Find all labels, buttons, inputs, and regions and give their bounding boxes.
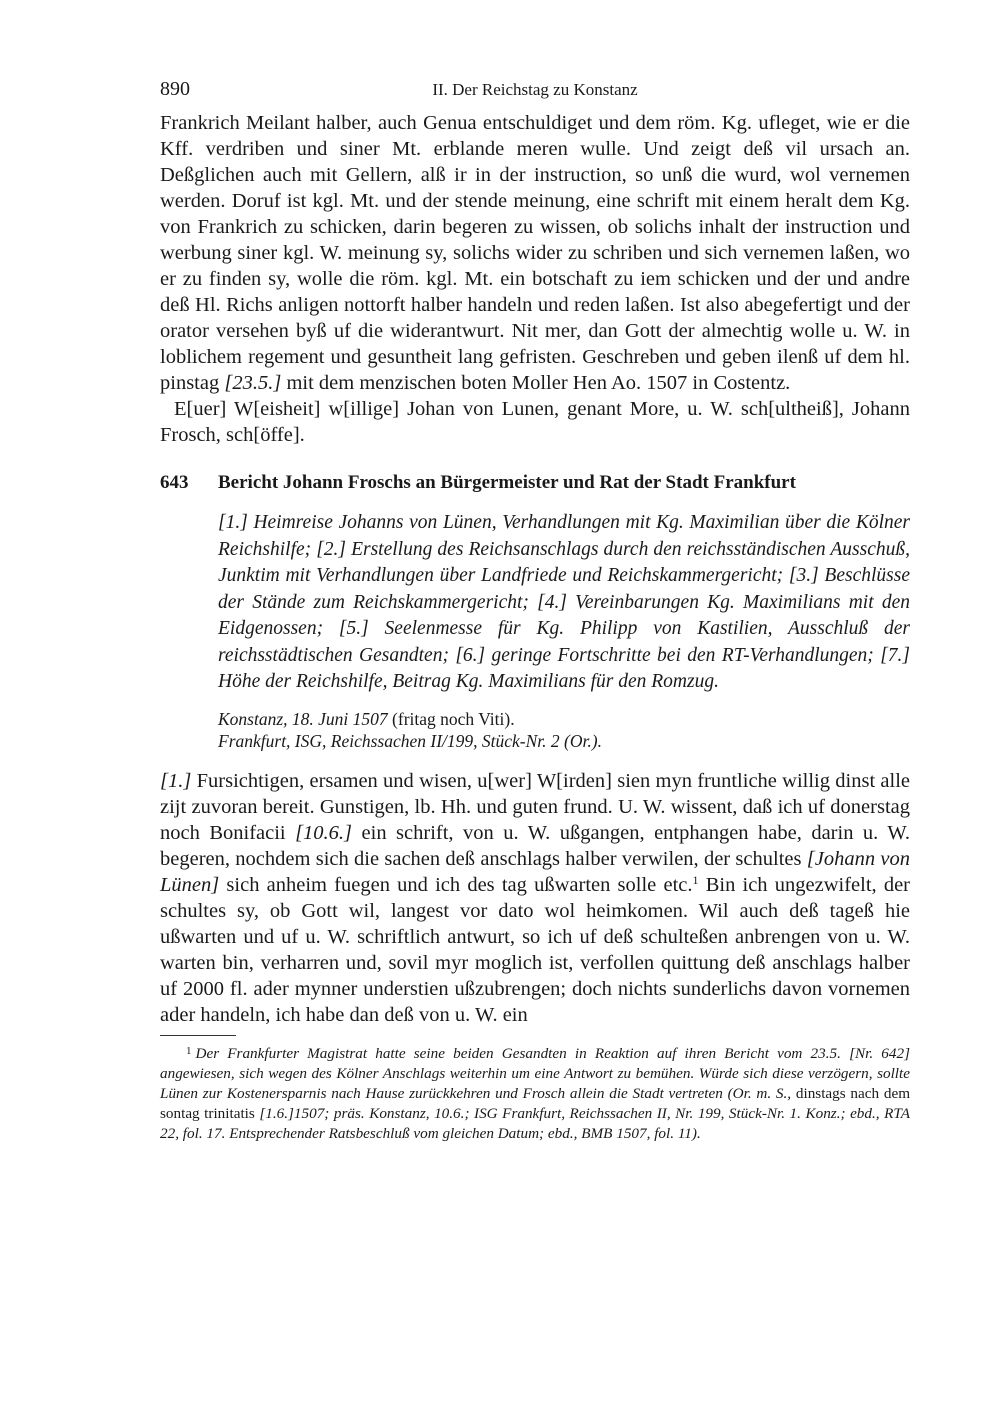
date-place: Konstanz, 18. Juni 1507 [218, 708, 388, 729]
document-title: Bericht Johann Froschs an Bürgermeister und Rat der Stadt Frankfurt [218, 472, 796, 493]
editorial-name: [Johann von Lünen] [160, 847, 910, 896]
footnote-separator [160, 1035, 236, 1036]
archival-source: Frankfurt, ISG, Reichssachen II/199, Stück-Nr. 2 (Or.). [218, 730, 602, 751]
document-643-text [160, 768, 910, 1028]
signature-line: E[uer] W[eisheit] w[illige] Johan von Lunen, genant More, u. W. sch[ultheiß], Johann Frosch, sch[öffe]. [160, 398, 910, 446]
document-642-closing-paragraph [160, 110, 910, 396]
paragraph-text: Bin ich ungezwifelt, der schultes sy, ob Gott wil, langest vor dato wol heimkomen. Wil auch deß tageß hie ußwarten und uf u. W. schriftlich antwurt, so ich uf deß schulteßen anbrengen von u. W. warten bin, verharren und, sovil myr moglich ist, verfollen quittung deß anschlags halber uf 2000 fl. ader mynner understien ußzubrengen; doch nichts sunderlichs davon vornemen ader handeln, ich habe dan deß von u. W. ein [160, 873, 911, 1026]
footnote-original-date: dinstags nach dem sontag trinitatis [160, 1084, 911, 1122]
section-marker: [1.] [160, 769, 192, 792]
page-header [160, 78, 910, 110]
footnote-mark: 1 [186, 1044, 192, 1057]
page-number: 890 [160, 78, 190, 100]
paragraph-text: ein schrift, von u. W. ußgangen, entphangen habe, darin u. W. begeren, nochdem sich die sachen deß anschlags halber verwilen, der schultes [160, 821, 910, 870]
date-original: (fritag noch Viti). [387, 708, 515, 729]
paragraph-text: sich anheim fuegen und ich des tag ußwarten solle etc. [219, 873, 693, 896]
paragraph-text: Fursichtigen, ersamen und wisen, u[wer] W[irden] sien myn fruntliche willig dinst alle zijt zuvoran bereit. Gunstigen, lb. Hh. und guten frund. U. W. wissent, daß ich uf donerstag noch Bonifacii [160, 769, 910, 844]
document-regest: [1.] Heimreise Johanns von Lünen, Verhandlungen mit Kg. Maximilian über die Kölner Reichshilfe; [2.] Erstellung des Reichsanschlags durch den reichsständischen Ausschuß, Junktim mit Verhandlungen über Landfriede und Reichskammergericht; [3.] Beschlüsse der Stände zum Reichskammergericht; [4.] Vereinbarungen Kg. Maximilians mit den Eidgenossen; [5.] Seelenmesse für Kg. Philipp von Kastilien, Ausschluß der reichsstädtischen Gesandten; [6.] geringe Fortschritte bei den RT-Verhandlungen; [7.] Höhe der Reichshilfe, Beitrag Kg. Maximilians für den Romzug. [218, 512, 910, 692]
page [160, 78, 910, 1144]
footnote-text: Der Frankfurter Magistrat hatte seine beiden Gesandten in Reaktion auf ihren Bericht vom 23.5. [Nr. 642] angewiesen, sich wegen des Kölner Anschlags weiterhin um eine Antwort zu bemühen. Würde sich diese verzögern, sollte Lünen zur Kostenersparnis nach Hause zurückkehren und Frosch allein die Stadt vertreten (Or. m. S., [160, 1044, 910, 1102]
footnote-reference[interactable]: 1 [692, 872, 699, 887]
footnote [160, 1041, 910, 1144]
paragraph-text: Frankrich Meilant halber, auch Genua entschuldiget und dem röm. Kg. ufleget, wie er die Kff. verdriben und siner Mt. erblande meren wulle. Und zeigt deß vil ursach an. Deßglichen auch mit Gellern, alß ir in der instruction, so unß die wurd, wol vernemen werden. Doruf ist kgl. Mt. und der stende meinung, eine schrift mit einem heralt dem Kg. von Frankrich zu schicken, darin begeren zu wissen, ob solichs inhalt der instruction und werbung siner kgl. W. meinung sy, solichs wider zu schriben und sich vernemen laßen, wo er zu finden sy, wolle die röm. kgl. Mt. ein botschaft zu iem schicken und der und andre deß Hl. Richs anligen nottorft halber handeln und reden laßen. Ist also abegefertigt und der orator versehen byß uf die widerantwurt. Nit mer, dan Gott der almechtig wolle u. W. in loblichem regement und gesuntheit lang gefristen. Geschreben und geben ilenß uf dem hl. pinstag [160, 112, 910, 394]
editorial-date: [23.5.] [224, 372, 282, 394]
editorial-date: [10.6.] [295, 821, 353, 844]
document-643-heading [160, 470, 910, 496]
paragraph-text: mit dem menzischen boten Moller Hen Ao. 1507 in Costentz. [281, 372, 791, 394]
date-line [218, 708, 910, 730]
footnote-text: [1.6.]1507; präs. Konstanz, 10.6.; ISG Frankfurt, Reichssachen II, Nr. 199, Stück-Nr. 1. Konz.; ebd., RTA 22, fol. 17. Entsprechender Ratsbeschluß vom gleichen Datum; ebd., BMB 1507, fol. 11). [160, 1104, 910, 1142]
document-number: 643 [160, 472, 189, 493]
document-metadata [218, 708, 910, 752]
running-title: II. Der Reichstag zu Konstanz [432, 80, 638, 99]
